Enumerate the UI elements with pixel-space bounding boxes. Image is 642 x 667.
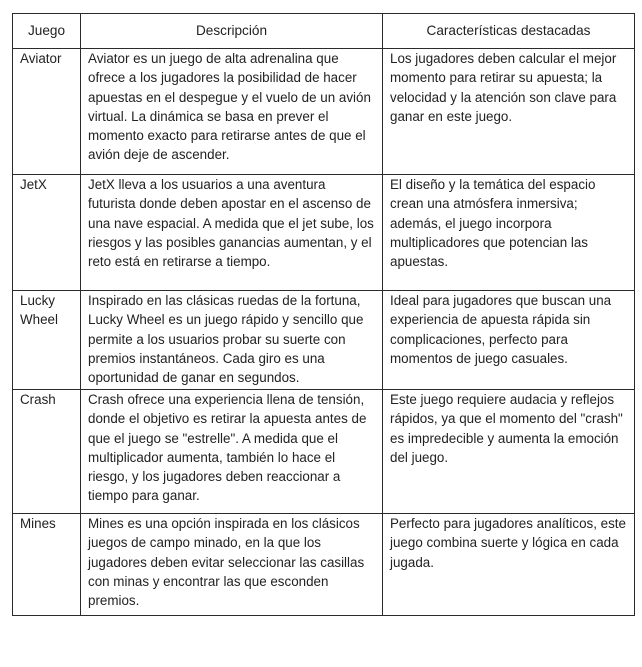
games-table (12, 13, 635, 616)
table-row (13, 390, 635, 514)
game-name: Aviator (13, 49, 81, 175)
game-description: Aviator es un juego de alta adrenalina que ofrece a los jugadores la posibilidad de hacer apuestas en el despegue y el vuelo de un avión virtual. La dinámica se basa en prever el momento exacto para retirarse antes de que el avión deje de ascender. (81, 49, 383, 175)
game-features: Perfecto para jugadores analíticos, este juego combina suerte y lógica en cada jugada. (383, 514, 635, 616)
game-name: Crash (13, 390, 81, 514)
game-features: Ideal para jugadores que buscan una experiencia de apuesta rápida sin complicaciones, perfecto para momentos de juego casuales. (383, 291, 635, 390)
header-features: Características destacadas (383, 14, 635, 49)
game-features: El diseño y la temática del espacio crean una atmósfera inmersiva; además, el juego incorpora multiplicadores que potencian las apuestas. (383, 175, 635, 291)
table-row (13, 175, 635, 291)
game-description: Mines es una opción inspirada en los clásicos juegos de campo minado, en la que los jugadores deben evitar seleccionar las casillas con minas y encontrar las que esconden premios. (81, 514, 383, 616)
game-features: Los jugadores deben calcular el mejor momento para retirar su apuesta; la velocidad y la atención son clave para ganar en este juego. (383, 49, 635, 175)
table-row (13, 49, 635, 175)
game-name: Lucky Wheel (13, 291, 81, 390)
game-description: JetX lleva a los usuarios a una aventura futurista donde deben apostar en el ascenso de una nave espacial. A medida que el jet sube, los riesgos y las posibles ganancias aumentan, y el reto está en retirarse a tiempo. (81, 175, 383, 291)
table-row (13, 514, 635, 616)
game-features: Este juego requiere audacia y reflejos rápidos, ya que el momento del "crash" es impredecible y aumenta la emoción del juego. (383, 390, 635, 514)
header-row (13, 14, 635, 49)
table-row (13, 291, 635, 390)
game-description: Inspirado en las clásicas ruedas de la fortuna, Lucky Wheel es un juego rápido y sencillo que permite a los usuarios probar su suerte con premios instantáneos. Cada giro es una oportunidad de ganar en segundos. (81, 291, 383, 390)
game-description: Crash ofrece una experiencia llena de tensión, donde el objetivo es retirar la apuesta antes de que el juego se "estrelle". A medida que el multiplicador aumenta, también lo hace el riesgo, y los jugadores deben reaccionar a tiempo para ganar. (81, 390, 383, 514)
header-game: Juego (13, 14, 81, 49)
header-description: Descripción (81, 14, 383, 49)
game-name: Mines (13, 514, 81, 616)
game-name: JetX (13, 175, 81, 291)
